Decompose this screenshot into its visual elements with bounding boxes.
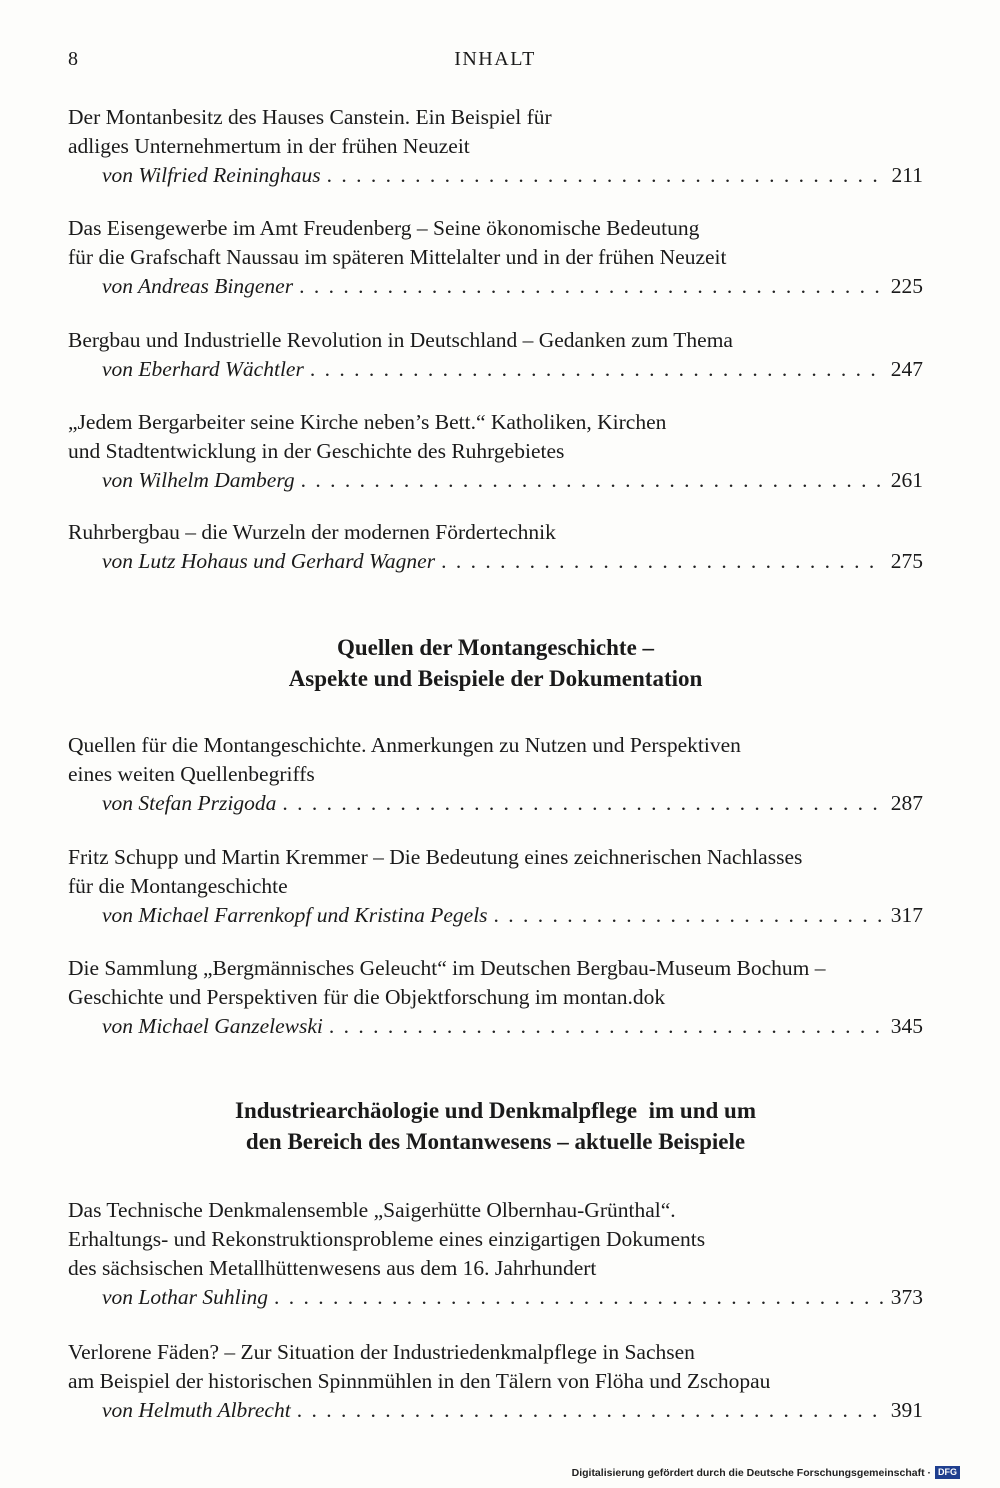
dot-leader (297, 1396, 883, 1425)
entry-page: 391 (890, 1398, 923, 1422)
entry-title-line: am Beispiel der historischen Spinnmühlen in den Tälern von Flöha und Zschopau (68, 1369, 771, 1393)
section-heading (68, 1095, 923, 1157)
entry-page: 373 (890, 1285, 923, 1309)
entry-title-line: Der Montanbesitz des Hauses Canstein. Ein Beispiel für (68, 105, 552, 129)
footer-text: Digitalisierung gefördert durch die Deutsche Forschungsgemeinschaft · (571, 1466, 931, 1479)
entry-byline (68, 272, 923, 301)
entry-page: 211 (891, 163, 923, 187)
entry-author: von Eberhard Wächtler (102, 357, 304, 381)
dot-leader (494, 901, 883, 930)
entry-author: von Lothar Suhling (102, 1285, 269, 1309)
entry-author: von Wilhelm Damberg (102, 468, 295, 492)
entry-page: 261 (890, 468, 923, 492)
entry-title-line: Die Sammlung „Bergmännisches Geleucht“ im Deutschen Bergbau-Museum Bochum – (68, 956, 826, 980)
entry-byline (68, 1396, 923, 1425)
toc-entry (68, 518, 923, 576)
dfg-logo: DFG (935, 1466, 960, 1479)
entry-author: von Michael Farrenkopf und Kristina Pegels (102, 903, 488, 927)
entry-author: von Lutz Hohaus und Gerhard Wagner (102, 549, 436, 573)
entry-title-line: „Jedem Bergarbeiter seine Kirche neben’s Bett.“ Katholiken, Kirchen (68, 410, 667, 434)
entry-byline (68, 1283, 923, 1312)
entry-title-line: adliges Unternehmertum in der frühen Neuzeit (68, 134, 470, 158)
entry-title-line: für die Montangeschichte (68, 874, 288, 898)
entry-byline (68, 1012, 923, 1041)
entry-title-line: Erhaltungs- und Rekonstruktionsprobleme eines einzigartigen Dokuments (68, 1227, 706, 1251)
toc-entry (68, 103, 923, 190)
entry-author: von Wilfried Reininghaus (102, 163, 321, 187)
toc-entry (68, 408, 923, 495)
entry-page: 287 (890, 791, 923, 815)
entry-title-line: Das Technische Denkmalensemble „Saigerhütte Olbernhau-Grünthal“. (68, 1198, 676, 1222)
section-heading (68, 632, 923, 694)
entry-title-line: des sächsischen Metallhüttenwesens aus dem 16. Jahrhundert (68, 1256, 597, 1280)
entry-byline (68, 355, 923, 384)
entry-byline (68, 161, 923, 190)
entry-title-line: Verlorene Fäden? – Zur Situation der Industriedenkmalpflege in Sachsen (68, 1340, 695, 1364)
entry-title-line: Das Eisengewerbe im Amt Freudenberg – Seine ökonomische Bedeutung (68, 216, 700, 240)
header-title: INHALT (454, 48, 536, 70)
entry-page: 247 (890, 357, 923, 381)
digitization-footer (572, 1466, 960, 1479)
section-heading-line: Aspekte und Beispiele der Dokumentation (288, 666, 703, 691)
entry-page: 225 (890, 274, 923, 298)
dot-leader (329, 1012, 883, 1041)
entry-title-line: und Stadtentwicklung in der Geschichte des Ruhrgebietes (68, 439, 565, 463)
entry-author: von Michael Ganzelewski (102, 1014, 323, 1038)
entry-author: von Stefan Przigoda (102, 791, 277, 815)
entry-byline (68, 547, 923, 576)
section-heading-line: den Bereich des Montanwesens – aktuelle Beispiele (245, 1129, 746, 1154)
section-heading-line: Quellen der Montangeschichte – (336, 635, 655, 660)
entry-page: 317 (890, 903, 923, 927)
toc-entry (68, 954, 923, 1041)
dot-leader (301, 466, 883, 495)
dot-leader (274, 1283, 883, 1312)
entry-byline (68, 789, 923, 818)
entry-byline (68, 466, 923, 495)
dot-leader (327, 161, 884, 190)
entry-page: 275 (890, 549, 923, 573)
running-head (68, 48, 922, 78)
toc-entry (68, 731, 923, 818)
entry-title-line: Ruhrbergbau – die Wurzeln der modernen Fördertechnik (68, 520, 556, 544)
toc-entry (68, 326, 923, 384)
toc-entry (68, 1196, 923, 1312)
entry-title-line: eines weiten Quellenbegriffs (68, 762, 315, 786)
dot-leader (310, 355, 883, 384)
dot-leader (441, 547, 883, 576)
entry-title-line: Fritz Schupp und Martin Kremmer – Die Bedeutung eines zeichnerischen Nachlasses (68, 845, 803, 869)
toc-entry (68, 1338, 923, 1425)
dot-leader (282, 789, 882, 818)
toc-entry (68, 214, 923, 301)
entry-page: 345 (890, 1014, 923, 1038)
section-heading-line: Industriearchäologie und Denkmalpflege im und um (235, 1098, 756, 1123)
entry-title-line: Bergbau und Industrielle Revolution in Deutschland – Gedanken zum Thema (68, 328, 733, 352)
entry-title-line: für die Grafschaft Naussau im späteren Mittelalter und in der frühen Neuzeit (68, 245, 727, 269)
toc-entry (68, 843, 923, 930)
page-number: 8 (68, 48, 79, 70)
entry-byline (68, 901, 923, 930)
entry-author: von Helmuth Albrecht (102, 1398, 291, 1422)
entry-title-line: Quellen für die Montangeschichte. Anmerkungen zu Nutzen und Perspektiven (68, 733, 741, 757)
entry-title-line: Geschichte und Perspektiven für die Objektforschung im montan.dok (68, 985, 666, 1009)
entry-author: von Andreas Bingener (102, 274, 294, 298)
dot-leader (299, 272, 883, 301)
